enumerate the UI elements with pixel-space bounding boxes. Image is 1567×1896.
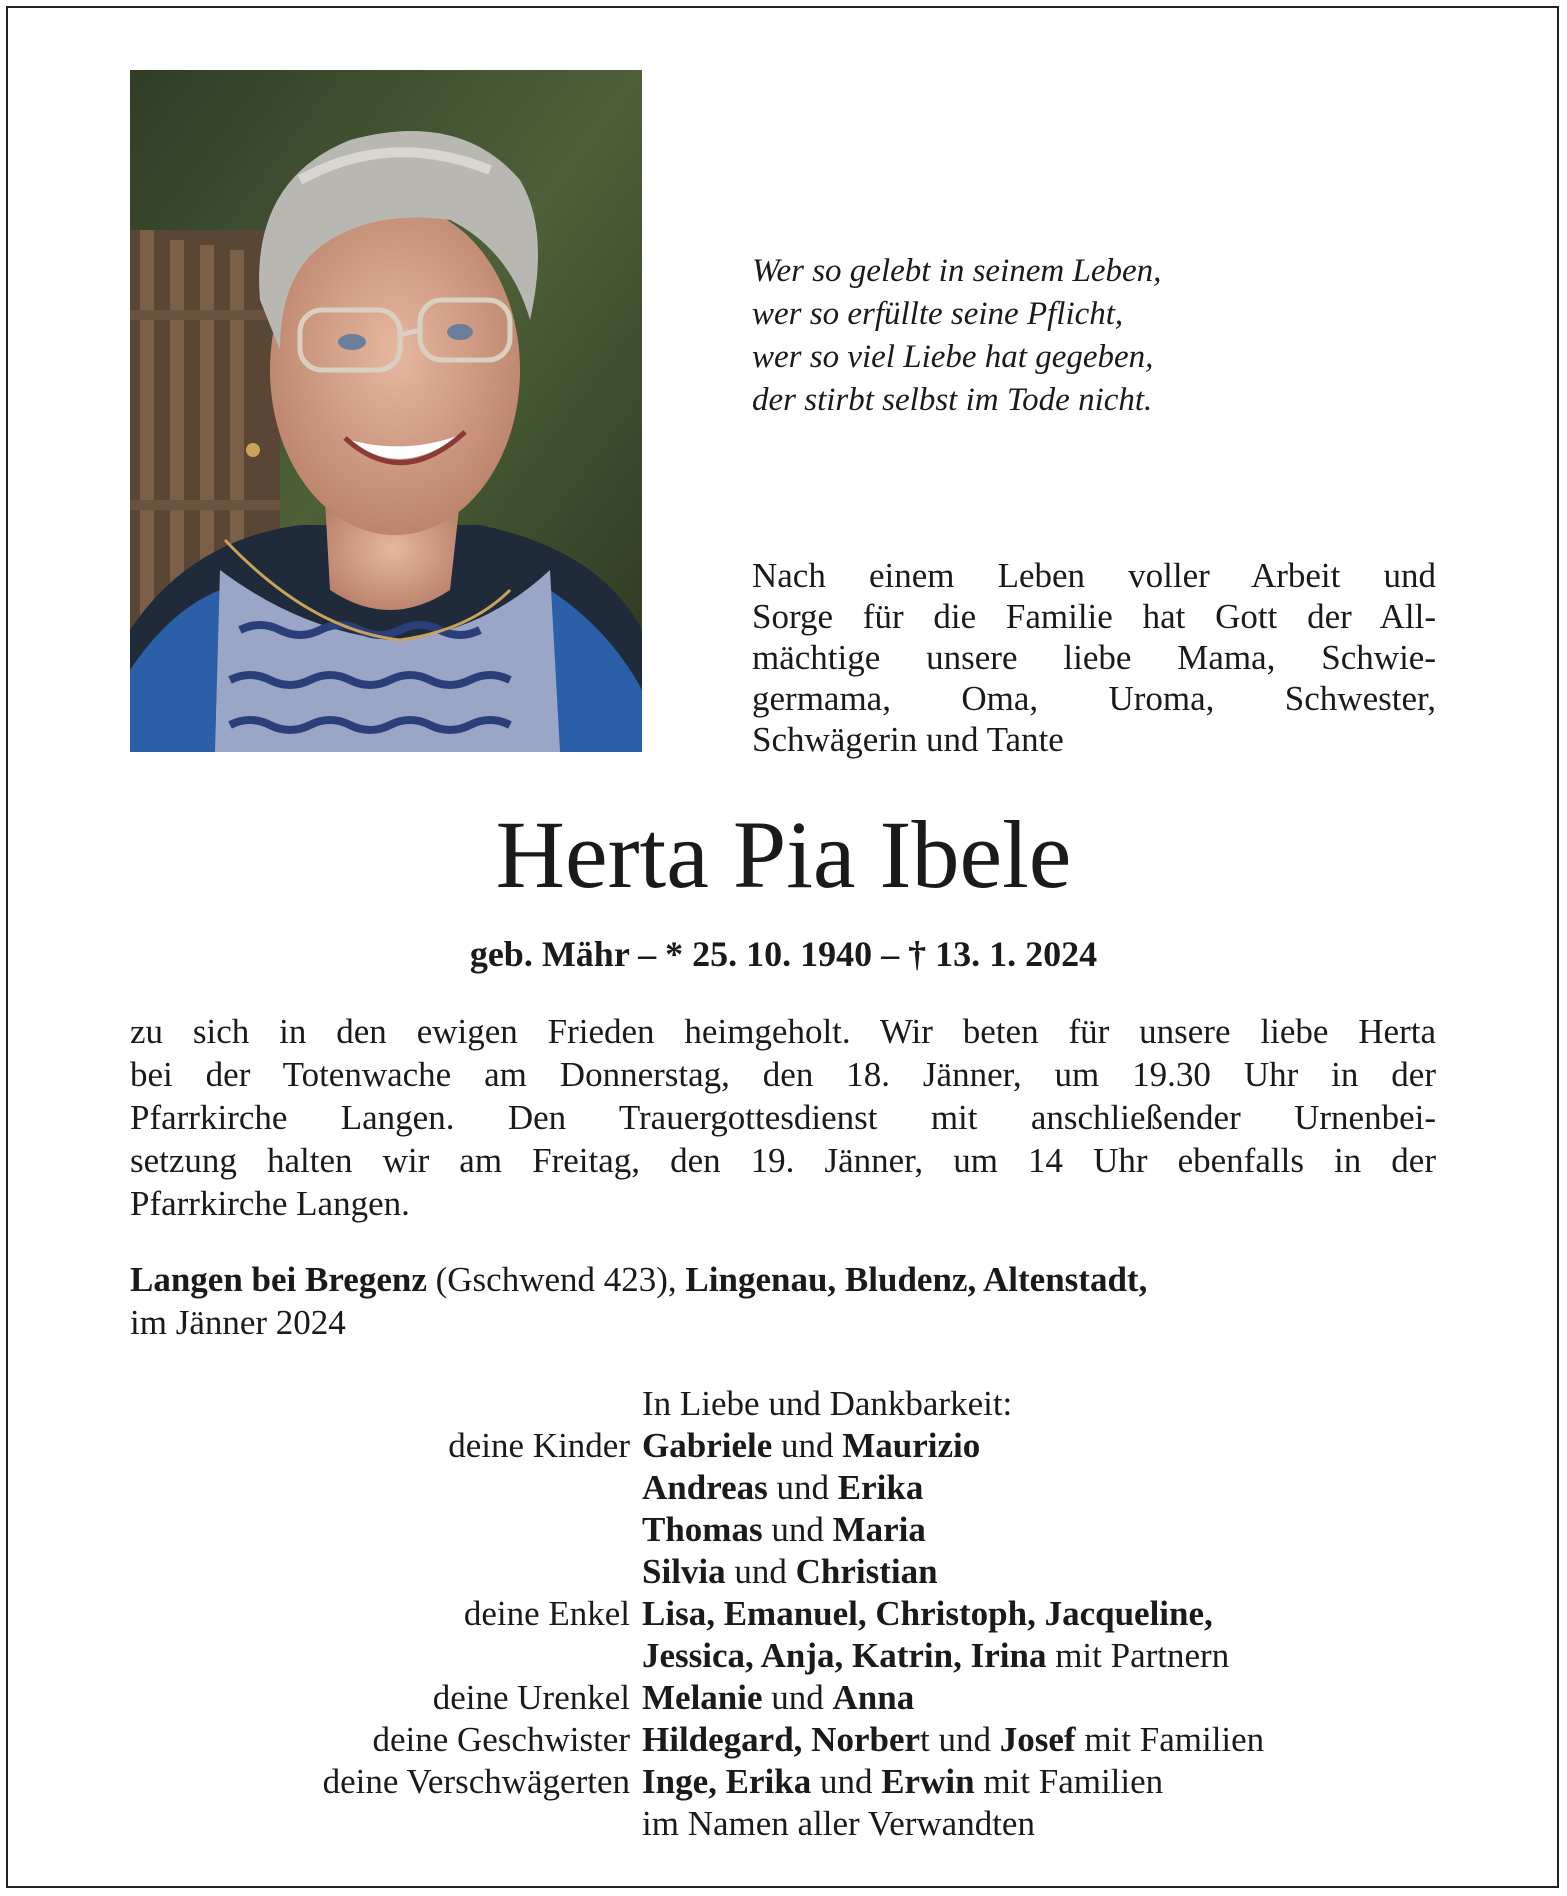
mourners-list (130, 1383, 1450, 1845)
mourner-names (642, 1719, 1264, 1761)
poem-line: der stirbt selbst im Tode nicht. (752, 382, 1153, 418)
mourner-label (130, 1551, 642, 1593)
mourner-name: Melanie (642, 1678, 763, 1717)
place-and-date (130, 1258, 1450, 1344)
poem-line: wer so erfüllte seine Pflicht, (752, 296, 1124, 332)
mourner-label (130, 1509, 642, 1551)
mourner-connector: im Namen aller Verwandten (642, 1804, 1035, 1843)
mourner-name: Gabriele (642, 1426, 773, 1465)
funeral-details (130, 1010, 1436, 1225)
mourner-name: Maria (832, 1510, 926, 1549)
mourners-heading-row (130, 1383, 1450, 1425)
place-date: im Jänner 2024 (130, 1303, 346, 1342)
portrait-photo (130, 70, 642, 752)
intro-paragraph (752, 555, 1436, 760)
mourner-name: Thomas (642, 1510, 763, 1549)
mourner-name: Maurizio (842, 1426, 981, 1465)
mourner-connector: t und (920, 1720, 1000, 1759)
mourners-heading: In Liebe und Dankbarkeit: (642, 1384, 1013, 1423)
intro-line: Sorge für die Familie hat Gott der All- (752, 597, 1436, 636)
mourner-row (130, 1761, 1450, 1803)
life-dates: geb. Mähr – * 25. 10. 1940 – † 13. 1. 2024 (469, 934, 1098, 974)
mourner-label (130, 1467, 642, 1509)
mourner-name: Andreas (642, 1468, 768, 1507)
mourner-names (642, 1677, 914, 1719)
mourner-connector: mit Partnern (1046, 1636, 1230, 1675)
mourner-label: deine Verschwägerten (322, 1762, 630, 1801)
mourner-row (130, 1425, 1450, 1467)
mourner-label: deine Urenkel (432, 1678, 630, 1717)
mourner-connector: und (762, 1510, 833, 1549)
mourner-names (642, 1467, 923, 1509)
mourner-name: Erika (837, 1468, 924, 1507)
mourner-row (130, 1803, 1450, 1845)
mourner-name: Silvia (642, 1552, 726, 1591)
intro-line: Schwägerin und Tante (752, 720, 1064, 759)
mourner-label (130, 1635, 642, 1677)
mourner-names (642, 1509, 926, 1551)
mourner-label: deine Enkel (463, 1594, 630, 1633)
mourner-name: Josef (999, 1720, 1076, 1759)
mourner-names (642, 1551, 938, 1593)
mourner-label: deine Geschwister (372, 1720, 630, 1759)
place-line (130, 1258, 1450, 1301)
intro-line: germama, Oma, Uroma, Schwester, (752, 679, 1436, 718)
intro-line: mächtige unsere liebe Mama, Schwie- (752, 638, 1436, 677)
mourner-name: Hildegard, Norber (642, 1720, 921, 1759)
mourner-row (130, 1719, 1450, 1761)
mourner-name: Lisa, Emanuel, Christoph, Jacqueline, (642, 1594, 1213, 1633)
mourner-connector: und (762, 1678, 833, 1717)
mourner-names (642, 1593, 1213, 1635)
mourner-row (130, 1509, 1450, 1551)
poem-line: Wer so gelebt in seinem Leben, (752, 253, 1162, 289)
mourner-row (130, 1593, 1450, 1635)
mourner-rows (130, 1425, 1450, 1845)
mourner-name: Jessica, Anja, Katrin, Irina (642, 1636, 1047, 1675)
mourner-connector: mit Familien (1075, 1720, 1265, 1759)
mourner-row (130, 1467, 1450, 1509)
mourner-names (642, 1425, 980, 1467)
body-line: Pfarrkirche Langen. (130, 1184, 410, 1223)
mourner-connector: mit Familien (974, 1762, 1164, 1801)
mourner-name: Anna (832, 1678, 915, 1717)
mourner-names (642, 1635, 1229, 1677)
body-line: setzung halten wir am Freitag, den 19. Jänner, um 14 Uhr ebenfalls in der (130, 1141, 1436, 1180)
mourner-connector: und (767, 1468, 838, 1507)
mourner-row (130, 1677, 1450, 1719)
mourner-row (130, 1635, 1450, 1677)
mourner-name: Christian (795, 1552, 938, 1591)
mourner-names (642, 1803, 1035, 1845)
mourner-connector: und (725, 1552, 796, 1591)
place-others: Lingenau, Bludenz, Altenstadt, (685, 1260, 1148, 1299)
mourner-name: Erwin (881, 1762, 975, 1801)
mourner-label (130, 1383, 642, 1425)
body-line: bei der Totenwache am Donnerstag, den 18. Jänner, um 19.30 Uhr in der (130, 1055, 1436, 1094)
memorial-poem (752, 250, 1452, 422)
mourner-label (130, 1803, 642, 1845)
mourner-row (130, 1551, 1450, 1593)
place-main: Langen bei Bregenz (130, 1260, 427, 1299)
mourner-connector: und (811, 1762, 882, 1801)
poem-line: wer so viel Liebe hat gegeben, (752, 339, 1154, 375)
body-line: Pfarrkirche Langen. Den Trauergottesdienst mit anschließender Urnenbei- (130, 1098, 1436, 1137)
mourner-names (642, 1761, 1163, 1803)
place-address: (Gschwend 423), (426, 1260, 686, 1299)
mourner-connector: und (772, 1426, 843, 1465)
mourner-label: deine Kinder (448, 1426, 630, 1465)
intro-line: Nach einem Leben voller Arbeit und (752, 556, 1436, 595)
body-line: zu sich in den ewigen Frieden heimgeholt. Wir beten für unsere liebe Herta (130, 1012, 1436, 1051)
mourner-name: Inge, Erika (642, 1762, 812, 1801)
deceased-name: Herta Pia Ibele (495, 801, 1072, 908)
